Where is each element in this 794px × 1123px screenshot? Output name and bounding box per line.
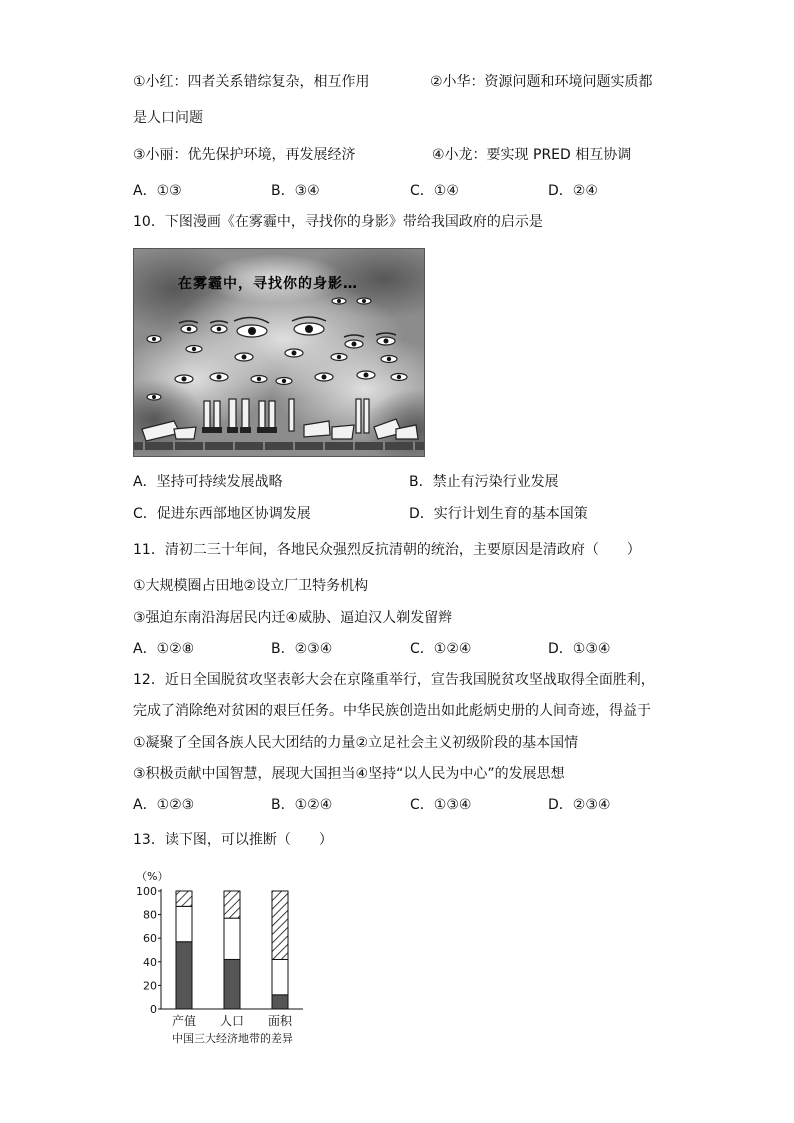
q10-option-b[interactable]: B．禁止有污染行业发展 — [409, 474, 559, 490]
q9-option-c[interactable]: C．①④ — [410, 183, 459, 199]
q9-statement-1: ①小红：四者关系错综复杂，相互作用 — [133, 74, 370, 90]
q13-stem: 13．读下图，可以推断（ ） — [133, 832, 333, 848]
chart-x-tick-label: 产值 — [171, 1014, 197, 1028]
chart-y-tick-label: 80 — [143, 908, 157, 922]
chart-bar-segment — [176, 942, 192, 1009]
q12-statements-2: ③积极贡献中国智慧，展现大国担当④坚持“以人民为中心”的发展思想 — [133, 766, 565, 782]
q12-stem-line-1: 12．近日全国脱贫攻坚表彰大会在京隆重举行，宣告我国脱贫攻坚战取得全面胜利， — [133, 672, 655, 688]
q11-stem: 11．清初二三十年间，各地民众强烈反抗清朝的统治，主要原因是清政府（ ） — [133, 542, 641, 558]
chart-bar-segment — [272, 959, 288, 994]
q12-option-c[interactable]: C．①③④ — [410, 797, 472, 813]
q9-statement-2-continued: 是人口问题 — [133, 110, 203, 126]
q9-option-d[interactable]: D．②④ — [548, 183, 598, 199]
q9-statement-4: ④小龙：要实现 PRED 相互协调 — [432, 147, 632, 163]
chart-y-tick-label: 100 — [136, 885, 157, 898]
smog-cartoon-image — [133, 248, 425, 457]
q10-stem: 10．下图漫画《在雾霾中，寻找你的身影》带给我国政府的启示是 — [133, 214, 543, 230]
q9-option-a[interactable]: A．①③ — [133, 183, 182, 199]
q9-option-b[interactable]: B．③④ — [271, 183, 320, 199]
q11-option-b[interactable]: B．②③④ — [271, 641, 333, 657]
chart-x-tick-label: 人口 — [219, 1014, 245, 1028]
chart-bar-segment — [224, 891, 240, 918]
chart-bar-segment — [272, 995, 288, 1009]
chart-y-tick-label: 40 — [143, 955, 157, 969]
chart-y-tick-label: 20 — [143, 979, 157, 993]
chart-bar-segment — [176, 906, 192, 941]
q11-option-c[interactable]: C．①②④ — [410, 641, 472, 657]
q11-statements-1: ①大规模圈占田地②设立厂卫特务机构 — [133, 578, 369, 594]
chart-svg — [128, 866, 328, 1051]
chart-y-tick-label: 0 — [150, 1003, 157, 1016]
q9-statement-3: ③小丽：优先保护环境，再发展经济 — [133, 147, 356, 163]
economic-belts-chart — [128, 866, 328, 1051]
q10-option-d[interactable]: D．实行计划生育的基本国策 — [409, 506, 588, 522]
q9-statement-2: ②小华：资源问题和环境问题实质都 — [430, 74, 653, 90]
q12-option-a[interactable]: A．①②③ — [133, 797, 195, 813]
chart-bar-segment — [272, 891, 288, 959]
q12-option-b[interactable]: B．①②④ — [271, 797, 333, 813]
chart-y-tick-label: 60 — [143, 932, 157, 946]
cartoon-caption: 在雾霾中，寻找你的身影… — [178, 276, 358, 292]
chart-bar-segment — [176, 891, 192, 906]
chart-bar-segment — [224, 918, 240, 959]
q12-option-d[interactable]: D．②③④ — [548, 797, 611, 813]
q12-statements-1: ①凝聚了全国各族人民大团结的力量②立足社会主义初级阶段的基本国情 — [133, 735, 579, 751]
q10-option-c[interactable]: C．促进东西部地区协调发展 — [133, 506, 311, 522]
chart-bar-segment — [224, 959, 240, 1009]
q10-option-a[interactable]: A．坚持可持续发展战略 — [133, 474, 283, 490]
chart-ylabel: （%） — [136, 870, 169, 883]
chart-x-tick-label: 面积 — [267, 1014, 293, 1028]
q11-option-a[interactable]: A．①②⑧ — [133, 641, 195, 657]
chart-title: 中国三大经济地带的差异 — [172, 1032, 293, 1045]
q12-stem-line-2: 完成了消除绝对贫困的艰巨任务。中华民族创造出如此彪炳史册的人间奇迹，得益于 — [133, 703, 651, 719]
q11-statements-2: ③强迫东南沿海居民内迁④威胁、逼迫汉人剃发留辫 — [133, 610, 453, 626]
q11-option-d[interactable]: D．①③④ — [548, 641, 611, 657]
